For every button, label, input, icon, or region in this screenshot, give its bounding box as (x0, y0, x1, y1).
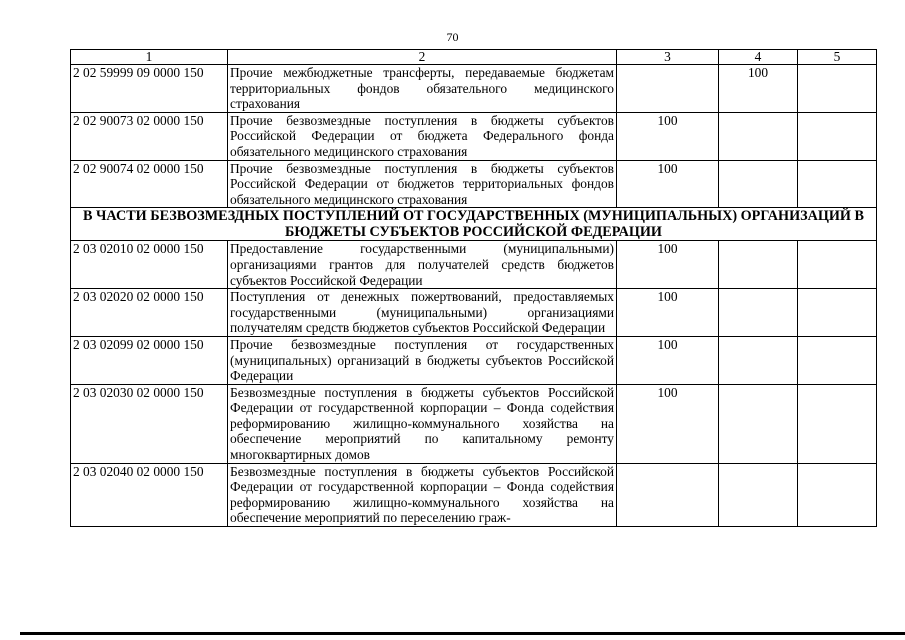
code-cell: 2 02 90074 02 0000 150 (71, 160, 228, 208)
column-header-1: 1 (71, 50, 228, 65)
table-row (71, 289, 877, 337)
value-cell-col3: 100 (617, 384, 719, 463)
value-cell-col3: 100 (617, 289, 719, 337)
table-row (71, 384, 877, 463)
column-header-5: 5 (798, 50, 877, 65)
value-cell-col4 (719, 463, 798, 526)
code-cell: 2 02 59999 09 0000 150 (71, 65, 228, 113)
table-row (71, 65, 877, 113)
column-header-3: 3 (617, 50, 719, 65)
table-row (71, 463, 877, 526)
code-cell: 2 03 02010 02 0000 150 (71, 241, 228, 289)
description-cell: Прочие безвозмездные поступления от государственных (муниципальных) организаций в бюджеты субъектов Российской Федерации (228, 336, 617, 384)
value-cell-col4 (719, 112, 798, 160)
description-cell: Безвозмездные поступления в бюджеты субъектов Российской Федерации от государственной корпорации – Фонда содействия реформированию жилищно-коммунального хозяйства на обеспечение мероприятий по переселению граж- (228, 463, 617, 526)
value-cell-col5 (798, 112, 877, 160)
value-cell-col5 (798, 241, 877, 289)
code-cell: 2 03 02040 02 0000 150 (71, 463, 228, 526)
value-cell-col4: 100 (719, 65, 798, 113)
value-cell-col3: 100 (617, 112, 719, 160)
section-header-row (71, 208, 877, 241)
page-bottom-rule (20, 632, 905, 635)
value-cell-col5 (798, 384, 877, 463)
table-body (71, 65, 877, 527)
description-cell: Предоставление государственными (муниципальными) организациями грантов для получателей средств бюджетов субъектов Российской Федерации (228, 241, 617, 289)
value-cell-col4 (719, 160, 798, 208)
table-row (71, 336, 877, 384)
code-cell: 2 03 02030 02 0000 150 (71, 384, 228, 463)
table-row (71, 160, 877, 208)
value-cell-col4 (719, 336, 798, 384)
description-cell: Прочие межбюджетные трансферты, передаваемые бюджетам территориальных фондов обязательного медицинского страхования (228, 65, 617, 113)
code-cell: 2 02 90073 02 0000 150 (71, 112, 228, 160)
value-cell-col4 (719, 241, 798, 289)
page-number: 70 (446, 30, 459, 44)
code-cell: 2 03 02099 02 0000 150 (71, 336, 228, 384)
description-cell: Прочие безвозмездные поступления в бюджеты субъектов Российской Федерации от бюджета Федерального фонда обязательного медицинского страхования (228, 112, 617, 160)
value-cell-col5 (798, 160, 877, 208)
revenue-table (70, 49, 877, 527)
value-cell-col4 (719, 384, 798, 463)
code-cell: 2 03 02020 02 0000 150 (71, 289, 228, 337)
value-cell-col3: 100 (617, 160, 719, 208)
value-cell-col3 (617, 65, 719, 113)
value-cell-col4 (719, 289, 798, 337)
description-cell: Прочие безвозмездные поступления в бюджеты субъектов Российской Федерации от бюджетов территориальных фондов обязательного медицинского страхования (228, 160, 617, 208)
value-cell-col5 (798, 336, 877, 384)
description-cell: Поступления от денежных пожертвований, предоставляемых государственными (муниципальными) организациями получателям средств бюджетов субъектов Российской Федерации (228, 289, 617, 337)
value-cell-col5 (798, 463, 877, 526)
value-cell-col3 (617, 463, 719, 526)
value-cell-col5 (798, 65, 877, 113)
value-cell-col3: 100 (617, 336, 719, 384)
table-row (71, 241, 877, 289)
column-header-4: 4 (719, 50, 798, 65)
column-header-row (71, 50, 877, 65)
table-row (71, 112, 877, 160)
description-cell: Безвозмездные поступления в бюджеты субъектов Российской Федерации от государственной корпорации – Фонда содействия реформированию жилищно-коммунального хозяйства на обеспечение мероприятий по капитальному ремонту многоквартирных домов (228, 384, 617, 463)
column-header-2: 2 (228, 50, 617, 65)
value-cell-col3: 100 (617, 241, 719, 289)
section-title: В ЧАСТИ БЕЗВОЗМЕЗДНЫХ ПОСТУПЛЕНИЙ ОТ ГОСУДАРСТВЕННЫХ (МУНИЦИПАЛЬНЫХ) ОРГАНИЗАЦИЙ В БЮДЖЕТЫ СУБЪЕКТОВ РОССИЙСКОЙ ФЕДЕРАЦИИ (71, 208, 877, 241)
value-cell-col5 (798, 289, 877, 337)
